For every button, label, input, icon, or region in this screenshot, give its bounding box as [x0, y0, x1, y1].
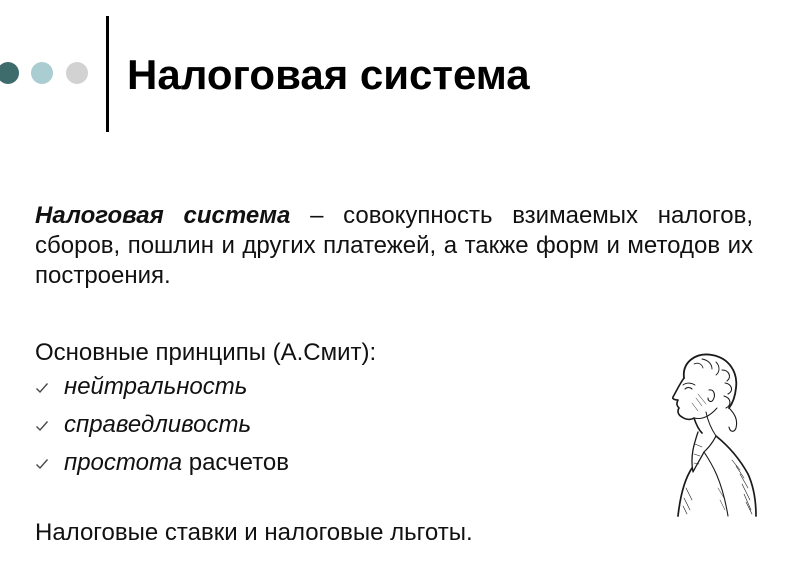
list-item	[35, 372, 289, 410]
adam-smith-portrait	[632, 348, 758, 518]
list-item	[35, 448, 289, 486]
footer-text: Налоговые ставки и налоговые льготы.	[35, 519, 473, 546]
principles-list	[35, 372, 289, 486]
title-divider	[106, 16, 109, 132]
list-item	[35, 410, 289, 448]
check-icon	[35, 457, 49, 471]
definition-paragraph	[35, 201, 753, 291]
definition-term: Налоговая система	[35, 202, 291, 229]
principle-rest: расчетов	[182, 449, 290, 476]
definition-text: – совокупность взимаемых налогов, сборов, пошлин и других платежей, а также форм и методов их построения.	[35, 202, 753, 289]
check-icon	[35, 381, 49, 395]
decor-dot-grey	[66, 62, 88, 84]
decor-dot-dark	[0, 62, 19, 84]
slide-title: Налоговая система	[127, 51, 530, 98]
principle-label: нейтральность	[64, 373, 248, 400]
decor-dot-light	[31, 62, 53, 84]
check-icon	[35, 419, 49, 433]
principle-label: простота	[64, 449, 183, 476]
principles-heading: Основные принципы (А.Смит):	[35, 339, 377, 366]
principle-label: справедливость	[64, 411, 252, 438]
